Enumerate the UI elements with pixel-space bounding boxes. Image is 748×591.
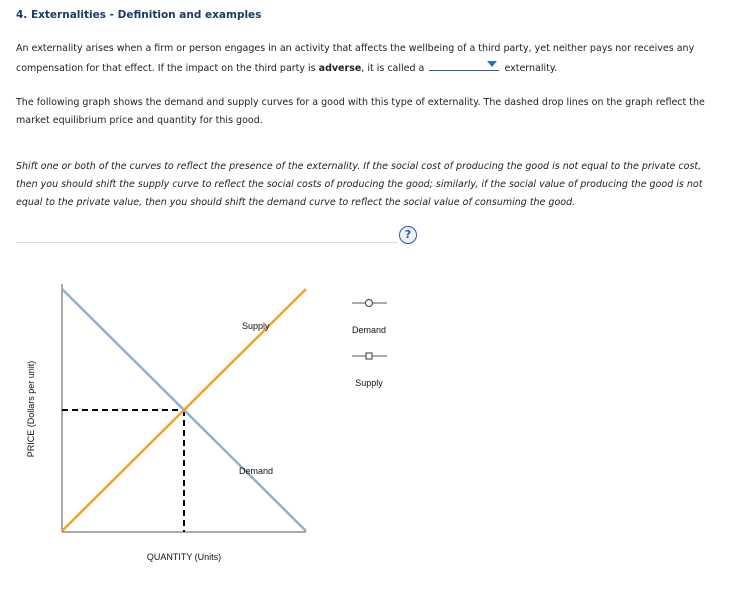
- help-icon[interactable]: ?: [399, 226, 417, 244]
- graph-description: The following graph shows the demand and supply curves for a good with this type of externality. The dashed drop lines on the graph reflect the market equilibrium price and quantity for this good.: [16, 97, 705, 126]
- instructions: Shift one or both of the curves to reflect the presence of the externality. If the social cost of producing the good is not equal to the private cost, then you should shift the supply curve to reflect the social costs of producing the good; similarly, if the social value of producing the good is not equal to the private value, then you should shift the demand curve to reflect the social value of consuming the good.: [16, 161, 703, 208]
- y-axis-label: PRICE (Dollars per unit): [26, 360, 36, 458]
- intro-text-2: , it is called a: [361, 63, 425, 74]
- intro-text-1: An externality arises when a firm or person engages in an activity that affects the wellbeing of a third party, yet neither pays nor receives any compensation for that effect. If the impact on the third party is: [16, 43, 695, 74]
- intro-paragraph: [16, 40, 716, 78]
- circle-marker-icon: [366, 300, 373, 307]
- intro-bold-word: adverse: [318, 63, 362, 74]
- supply-curve-label: Supply: [242, 321, 270, 331]
- x-axis-label: QUANTITY (Units): [146, 552, 222, 562]
- supply-demand-graph: [0, 270, 748, 591]
- divider: [16, 242, 398, 243]
- intro-text-3: externality.: [504, 63, 558, 74]
- page-title: 4. Externalities - Definition and examples: [16, 9, 262, 21]
- externality-type-dropdown[interactable]: [429, 58, 499, 71]
- legend-supply-label: Supply: [355, 378, 383, 388]
- legend-demand-label: Demand: [351, 325, 387, 335]
- demand-curve-label: Demand: [239, 466, 274, 476]
- legend-supply-tool[interactable]: [352, 353, 387, 388]
- chevron-down-icon: [487, 61, 497, 67]
- square-marker-icon: [366, 353, 372, 359]
- legend-demand-tool[interactable]: [352, 300, 387, 336]
